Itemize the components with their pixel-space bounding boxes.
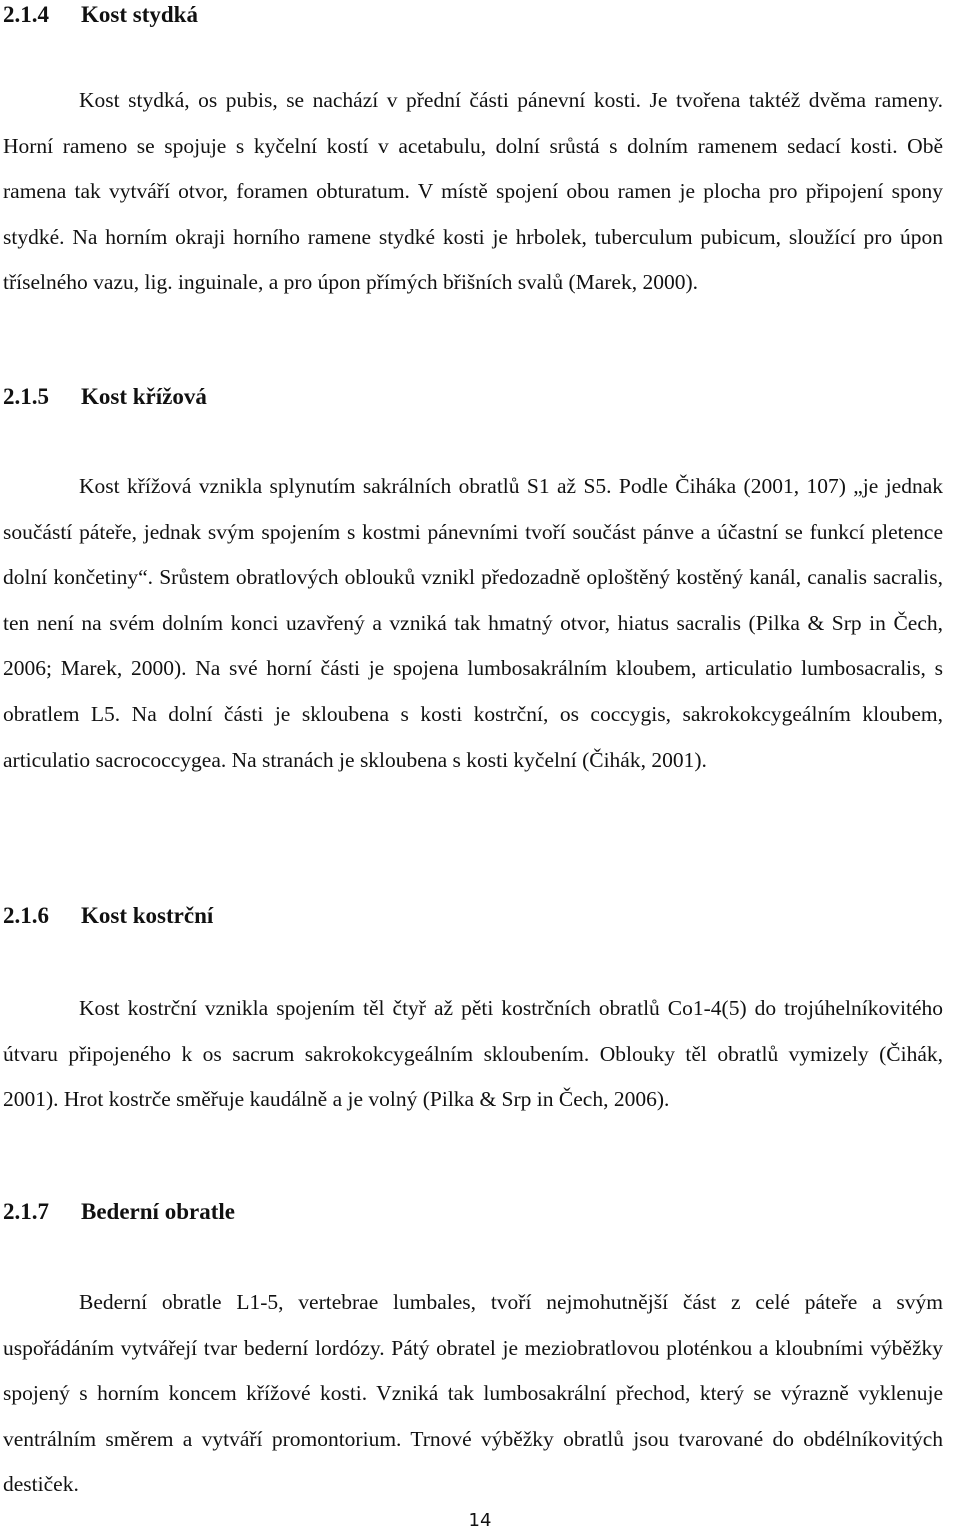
section-number: 2.1.4 — [3, 2, 49, 27]
section-title: Bederní obratle — [81, 1199, 235, 1224]
section-number: 2.1.7 — [3, 1199, 49, 1224]
section-title: Kost křížová — [81, 384, 207, 409]
section-number: 2.1.5 — [3, 384, 49, 409]
section-heading-2-1-7 — [3, 1197, 235, 1227]
section-paragraph-2-1-5: Kost křížová vznikla splynutím sakrálních obratlů S1 až S5. Podle Čiháka (2001, 107) „je jednak součástí páteře, jednak svým spojením s kostmi pánevními tvoří součást pánve a účastní se funkcí pletence dolní končetiny“. Srůstem obratlových oblouků vznikl předozadně oploštěný kostěný kanál, canalis sacralis, ten není na svém dolním konci uzavřený a vzniká tak hmatný otvor, hiatus sacralis (Pilka & Srp in Čech, 2006; Marek, 2000). Na své horní části je spojena lumbosakrálním kloubem, articulatio lumbosacralis, s obratlem L5. Na dolní části je skloubena s kosti kostrční, os coccygis, sakrokokcygeálním kloubem, articulatio sacrococcygea. Na stranách je skloubena s kosti kyčelní (Čihák, 2001). — [3, 474, 943, 772]
section-paragraph-2-1-7: Bederní obratle L1-5, vertebrae lumbales, tvoří nejmohutnější část z celé páteře a svým uspořádáním vytvářejí tvar bederní lordózy. Pátý obratel je meziobratlovou ploténkou a kloubními výběžky spojený s horním koncem křížové kosti. Vzniká tak lumbosakrální přechod, který se výrazně vyklenuje ventrálním směrem a vytváří promontorium. Trnové výběžky obratlů jsou tvarované do obdélníkovitých destiček. — [3, 1290, 943, 1497]
section-paragraph-2-1-4: Kost stydká, os pubis, se nachází v přední části pánevní kosti. Je tvořena taktéž dvěma rameny. Horní rameno se spojuje s kyčelní kostí v acetabulu, dolní srůstá s dolním ramenem sedací kosti. Obě ramena tak vytváří otvor, foramen obturatum. V místě spojení obou ramen je plocha pro připojení spony stydké. Na horním okraji horního ramene stydké kosti je hrbolek, tuberculum pubicum, sloužící pro úpon tříselného vazu, lig. inguinale, a pro úpon přímých břišních svalů (Marek, 2000). — [3, 88, 943, 295]
page-number: 14 — [468, 1510, 492, 1531]
section-heading-2-1-6 — [3, 901, 213, 931]
section-number: 2.1.6 — [3, 903, 49, 928]
section-heading-2-1-5 — [3, 382, 207, 412]
section-heading-2-1-4 — [3, 0, 198, 30]
section-title: Kost kostrční — [81, 903, 214, 928]
section-title: Kost stydká — [81, 2, 198, 27]
section-paragraph-2-1-6: Kost kostrční vznikla spojením těl čtyř až pěti kostrčních obratlů Co1-4(5) do trojúhelníkovitého útvaru připojeného k os sacrum sakrokokcygeálním skloubením. Oblouky těl obratlů vymizely (Čihák, 2001). Hrot kostrče směřuje kaudálně a je volný (Pilka & Srp in Čech, 2006). — [3, 996, 943, 1112]
